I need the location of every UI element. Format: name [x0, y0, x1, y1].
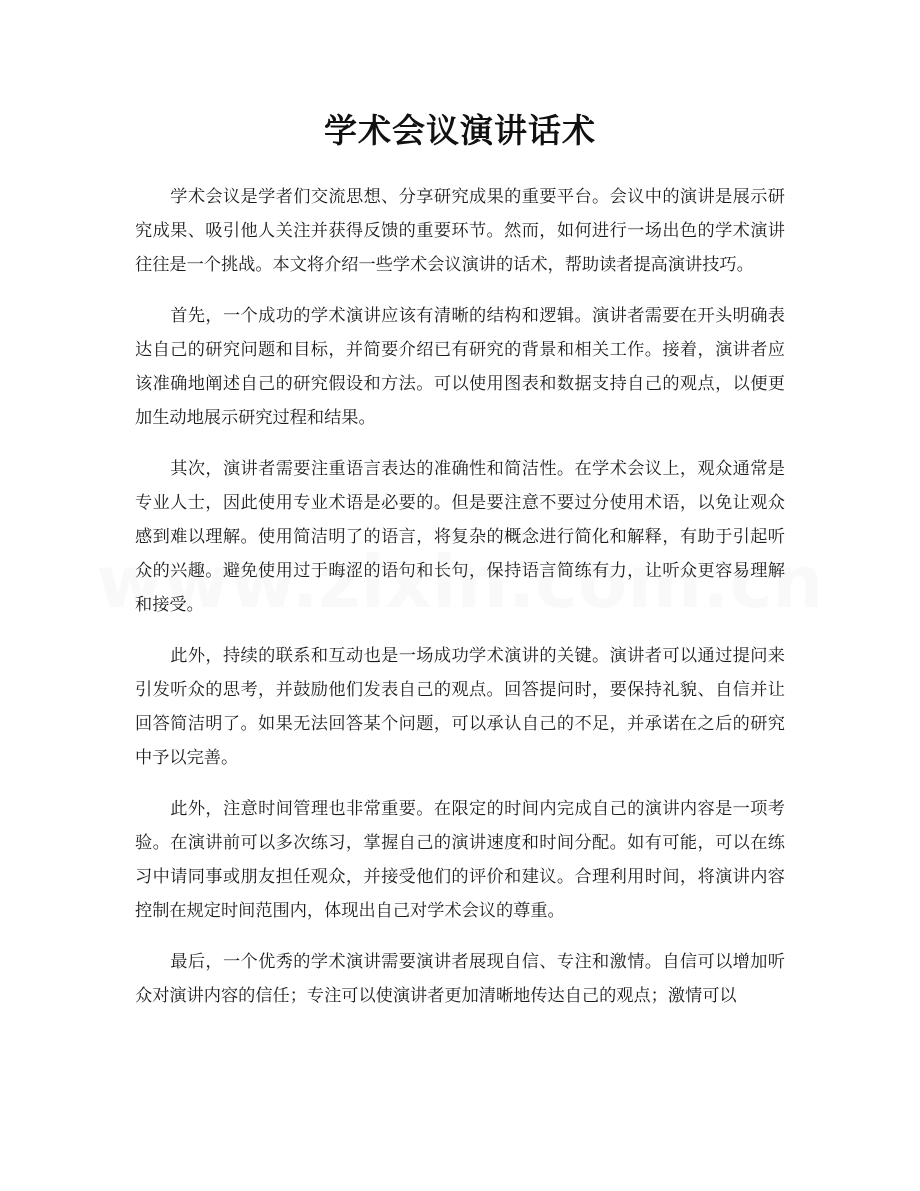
paragraph: 学术会议是学者们交流思想、分享研究成果的重要平台。会议中的演讲是展示研究成果、吸引他人关注并获得反馈的重要环节。然而，如何进行一场出色的学术演讲往往是一个挑战。本文将介绍一些学术会议演讲的话术，帮助读者提高演讲技巧。 [135, 187, 785, 275]
paragraph: 此外，持续的联系和互动也是一场成功学术演讲的关键。演讲者可以通过提问来引发听众的思考，并鼓励他们发表自己的观点。回答提问时，要保持礼貌、自信并让回答简洁明了。如果无法回答某个问题，可以承认自己的不足，并承诺在之后的研究中予以完善。 [135, 646, 785, 768]
paragraph: 此外，注意时间管理也非常重要。在限定的时间内完成自己的演讲内容是一项考验。在演讲前可以多次练习，掌握自己的演讲速度和时间分配。如有可能，可以在练习中请同事或朋友担任观众，并接受他们的评价和建议。合理利用时间，将演讲内容控制在规定时间范围内，体现出自己对学术会议的尊重。 [135, 799, 785, 921]
paragraph: 最后，一个优秀的学术演讲需要演讲者展现自信、专注和激情。自信可以增加听众对演讲内容的信任；专注可以使演讲者更加清晰地传达自己的观点；激情可以 [135, 952, 785, 1006]
document-body [135, 180, 785, 1030]
document-title: 学术会议演讲话术 [324, 111, 596, 150]
paragraph: 首先，一个成功的学术演讲应该有清晰的结构和逻辑。演讲者需要在开头明确表达自己的研究问题和目标，并简要介绍已有研究的背景和相关工作。接着，演讲者应该准确地阐述自己的研究假设和方法。可以使用图表和数据支持自己的观点，以便更加生动地展示研究过程和结果。 [135, 306, 785, 428]
paragraph: 其次，演讲者需要注重语言表达的准确性和简洁性。在学术会议上，观众通常是专业人士，因此使用专业术语是必要的。但是要注意不要过分使用术语，以免让观众感到难以理解。使用简洁明了的语言，将复杂的概念进行简化和解释，有助于引起听众的兴趣。避免使用过于晦涩的语句和长句，保持语言简练有力，让听众更容易理解和接受。 [135, 459, 785, 615]
